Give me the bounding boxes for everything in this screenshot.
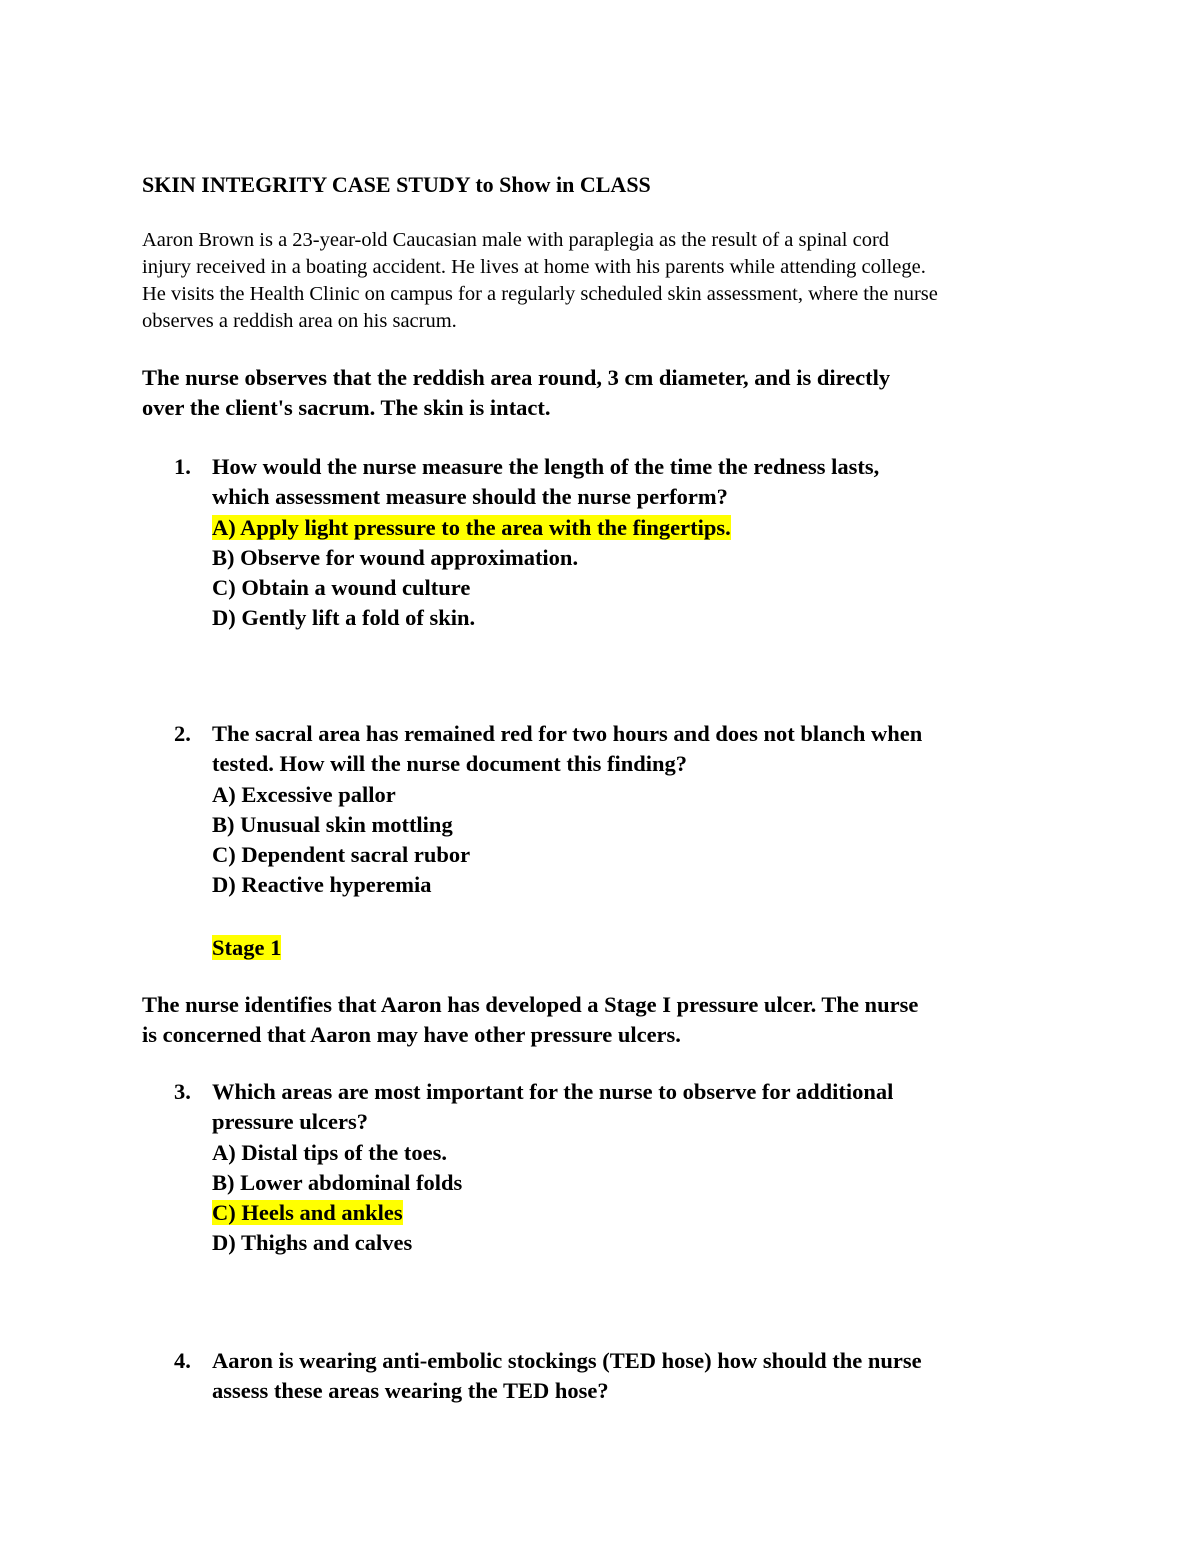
document-title: SKIN INTEGRITY CASE STUDY to Show in CLASS [142, 172, 651, 197]
question-text-line: assess these areas wearing the TED hose? [212, 1378, 609, 1404]
intro-line: observes a reddish area on his sacrum. [142, 310, 457, 332]
question-text-line: Which areas are most important for the nurse to observe for additional [212, 1079, 894, 1104]
scenario-line: The nurse observes that the reddish area round, 3 cm diameter, and is directly [142, 365, 891, 390]
intro-paragraph [142, 227, 1072, 335]
intro-line: He visits the Health Clinic on campus for a regularly scheduled skin assessment, where the nurse [142, 283, 938, 305]
question-text-line: pressure ulcers? [212, 1109, 369, 1135]
intro-line: Aaron Brown is a 23-year-old Caucasian male with paraplegia as the result of a spinal cord [142, 229, 890, 251]
answer-option-c: C) Obtain a wound culture [212, 575, 471, 601]
answer-option-d: D) Reactive hyperemia [212, 872, 432, 898]
answer-option-a: A) Distal tips of the toes. [212, 1139, 447, 1165]
answer-option-a [212, 513, 1072, 543]
question-text-line: tested. How will the nurse document this finding? [212, 751, 688, 777]
question-text-line: Aaron is wearing anti-embolic stockings (TED hose) how should the nurse [212, 1348, 922, 1373]
answer-option-d: D) Thighs and calves [212, 1230, 413, 1256]
question-text-line: How would the nurse measure the length of the time the redness lasts, [212, 454, 880, 479]
answer-option-b: B) Unusual skin mottling [212, 811, 453, 837]
question-body [212, 1077, 1072, 1259]
highlighted-answer-note: Stage 1 [212, 935, 282, 960]
question-body [212, 452, 1072, 634]
question-body [212, 719, 1072, 901]
question-text-line: which assessment measure should the nurse perform? [212, 484, 728, 510]
question-body [212, 1346, 1072, 1407]
answer-option-c: C) Dependent sacral rubor [212, 842, 471, 868]
scenario-line: is concerned that Aaron may have other pressure ulcers. [142, 1022, 681, 1047]
scenario-line: over the client's sacrum. The skin is intact. [142, 395, 551, 420]
highlighted-answer: A) Apply light pressure to the area with the fingertips. [212, 514, 731, 540]
answer-option-b: B) Observe for wound approximation. [212, 544, 579, 570]
answer-option-a: A) Excessive pallor [212, 781, 396, 807]
scenario-paragraph-2 [142, 990, 1082, 1050]
question-number: 3. [174, 1079, 191, 1104]
scenario-line: The nurse identifies that Aaron has developed a Stage I pressure ulcer. The nurse [142, 992, 919, 1017]
question-number: 4. [174, 1348, 191, 1373]
scenario-paragraph-1 [142, 363, 1082, 423]
question-text-line: The sacral area has remained red for two hours and does not blanch when [212, 721, 923, 746]
answer-option-c [212, 1198, 1072, 1228]
intro-line: injury received in a boating accident. He lives at home with his parents while attending college. [142, 256, 926, 278]
question-number: 1. [174, 454, 191, 479]
answer-note [212, 933, 281, 963]
answer-option-d: D) Gently lift a fold of skin. [212, 605, 476, 631]
highlighted-answer: C) Heels and ankles [212, 1200, 403, 1226]
question-number: 2. [174, 721, 191, 746]
answer-option-b: B) Lower abdominal folds [212, 1169, 463, 1195]
